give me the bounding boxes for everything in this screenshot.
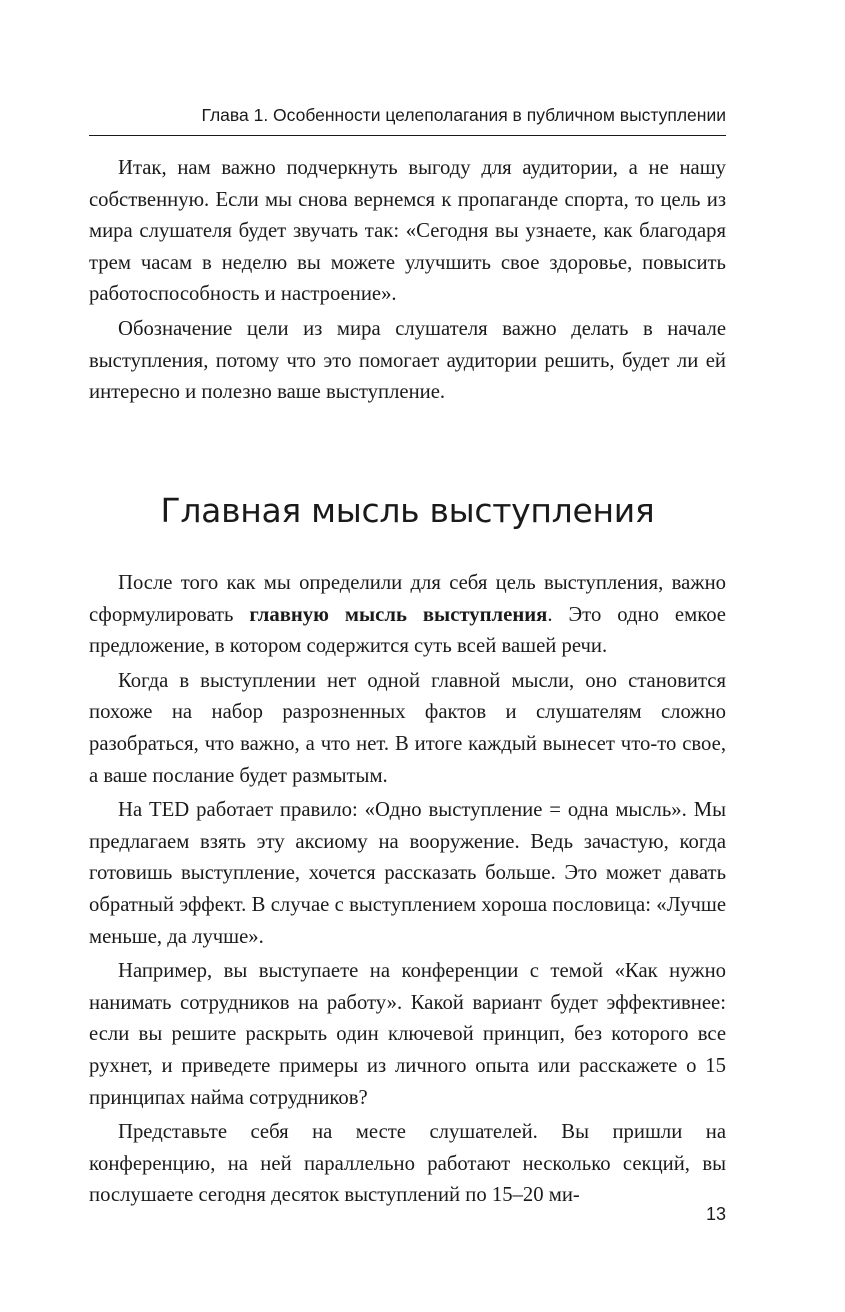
running-header: Глава 1. Особенности целеполагания в публичном выступлении: [89, 104, 726, 136]
paragraph-text: . Это одно емкое предложение, в котором содержится суть всей вашей речи.: [89, 603, 726, 658]
section-text: [89, 568, 726, 1212]
paragraph: Представьте себя на месте слушателей. Вы пришли на конференцию, на ней параллельно работают несколько секций, вы послушаете сегодня десяток выступлений по 15–20 ми-: [89, 1121, 726, 1207]
paragraph: [89, 568, 726, 663]
paragraph: На TED работает правило: «Одно выступление = одна мысль». Мы предлагаем взять эту аксиому на вооружение. Ведь зачастую, когда готовишь выступление, хочется рассказать больше. Это может давать обратный эффект. В случае с выступлением хороша пословица: «Лучше меньше, да лучше».: [89, 799, 726, 948]
paragraph-text: После того как мы определили для себя цель выступления, важно сформулировать: [89, 572, 726, 626]
paragraph: Обозначение цели из мира слушателя важно делать в начале выступления, потому что это помогает аудитории решить, будет ли ей интересно и полезно ваше выступление.: [89, 317, 726, 404]
bold-term: главную мысль выступления: [249, 603, 548, 626]
section-heading: Главная мысль выступления: [160, 491, 655, 530]
paragraph: Итак, нам важно подчеркнуть выгоду для аудитории, а не нашу собственную. Если мы снова вернемся к пропаганде спорта, то цель из мира слушателя будет звучать так: «Сегодня вы узнаете, как благодаря трем часам в неделю вы можете улучшить свое здоровье, повысить работоспособность и настроение».: [89, 157, 726, 306]
page-number: 13: [705, 1204, 726, 1224]
paragraph: Когда в выступлении нет одной главной мысли, оно становится похоже на набор разрозненных фактов и слушателям сложно разобраться, что важно, а что нет. В итоге каждый вынесет что-то свое, а ваше послание будет размытым.: [89, 669, 726, 787]
paragraph: Например, вы выступаете на конференции с темой «Как нужно нанимать сотрудников на работу». Какой вариант будет эффективнее: если вы решите раскрыть один ключевой принцип, без которого все рухнет, и приведете примеры из личного опыта или расскажете о 15 принципах найма сотрудников?: [89, 960, 726, 1109]
intro-text: [89, 153, 726, 409]
